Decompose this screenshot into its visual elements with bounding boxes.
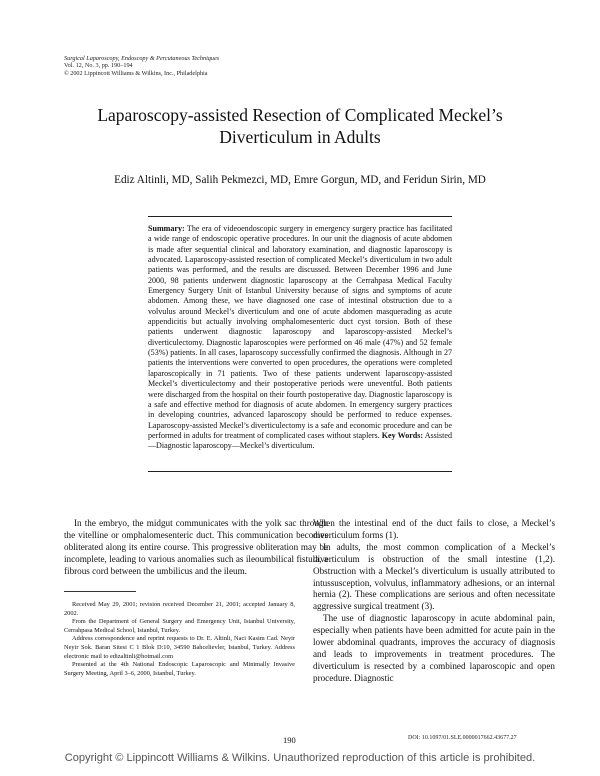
abstract-bottom-rule xyxy=(148,471,452,472)
footnote-rule xyxy=(64,591,136,592)
footnote-affiliation: From the Department of General Surgery and Emergency Unit, Istanbul University, Cerrahpasa Medical School, Istanbul, Turkey. xyxy=(64,618,295,634)
footnote-correspondence: Address correspondence and reprint requests to Dr. E. Altinli, Naci Kasim Cad. Neyir Neyir Sok. Baran Sitesi C 1 Blok D:10, 34590 Bahcelievler, Istanbul, Turkey. Address electronic mail to edizaltinli@hotmail.com xyxy=(64,635,295,660)
abstract-top-rule xyxy=(148,216,452,217)
footnotes xyxy=(64,601,295,678)
footnote-received: Received May 29, 2001; revision received December 21, 2001; accepted January 8, 2002. xyxy=(64,601,295,617)
journal-name: Surgical Laparoscopy, Endoscopy & Percutaneous Techniques xyxy=(64,55,220,62)
footnote-presented: Presented at the 4th National Endoscopic Laparoscopic and Minimally Invasive Surgery Meeting, April 3–6, 2000, Istanbul, Turkey. xyxy=(64,661,295,677)
body-paragraph: The use of diagnostic laparoscopy in acute abdominal pain, especially when patients have been admitted for acute pain in the lower abdominal quadrants, improves the accuracy of diagnosis and leads to improvements in treatment procedures. The diverticulum is resected by a combined laparoscopic and open procedure. Diagnostic xyxy=(313,613,555,683)
article-title-line-1: Laparoscopy-assisted Resection of Complicated Meckel’s xyxy=(97,105,503,125)
journal-volume: Vol. 12, No. 3, pp. 190–194 xyxy=(64,62,133,70)
summary-text: The era of videoendoscopic surgery in emergency surgery practice has facilitated a wide range of endoscopic operative procedures. In our unit the diagnosis of acute abdomen is made after sequential clinical and laboratory examination, and diagnostic laparoscopy is advocated. Laparoscopy-assisted resection of complicated Meckel’s diverticulum in two adult patients was performed, and the results are discussed. Between December 1996 and June 2000, 98 patients underwent diagnostic laparoscopy at the Cerrahpasa Medical Faculty Emergency Surgery Unit of Istanbul University because of signs and symptoms of acute abdomen. Among these, we have diagnosed one case of intestinal obstruction due to a volvulus around Meckel’s diverticulum and one of acute abdomen masquerading as acute appendicitis but actually involving omphalomesenteric duct cyst torsion. Both of these patients underwent diagnostic laparoscopy and laparoscopy-assisted Meckel’s diverticulectomy. Diagnostic laparoscopies were performed on 46 male (47%) and 52 female (53%) patients. In all cases, laparoscopy successfully confirmed the diagnosis. Although in 27 patients the interventions were converted to open procedures, the operations were completed laparoscopically in 71 patients. Two of these patients underwent laparoscopy-assisted Meckel’s diverticulectomy and their postoperative periods were uneventful. Both patients were discharged from the hospital on their fourth postoperative day. Diagnostic laparoscopy is a safe and effective method for diagnosis of acute abdomen. In emergency surgery practices in developing countries, advanced laparoscopy should be performed to reduce expenses. Laparoscopy-assisted Meckel’s diverticulectomy is a safe and economic procedure and can be performed in adults for treatment of complicated cases without staplers. xyxy=(148,224,452,440)
author-list: Ediz Altinli, MD, Salih Pekmezci, MD, Emre Gorgun, MD, and Feridun Sirin, MD xyxy=(114,174,486,186)
abstract xyxy=(148,224,452,452)
body-paragraph: In the embryo, the midgut communicates with the yolk sac through the vitelline or omphalomesenteric duct. This communication becomes obliterated along its entire course. This progressive obliteration may be incomplete, leading to various anomalies such as ileoumbilical fistula, a fibrous cord between the umbilicus and the ileum. xyxy=(64,518,328,576)
body-paragraph: When the intestinal end of the duct fails to close, a Meckel’s diverticulum forms (1). xyxy=(313,518,555,540)
keywords-text: Assisted—Diagnostic laparoscopy—Meckel’s diverticulum. xyxy=(148,430,452,451)
article-title xyxy=(40,104,560,148)
body-column-left xyxy=(64,518,328,578)
doi-link[interactable]: DOI: 10.1097/01.SLE.0000017662.43677.27 xyxy=(408,735,517,741)
keywords-label: Key Words: xyxy=(381,430,424,440)
copyright-notice: Copyright © Lippincott Williams & Wilkins. Unauthorized reproduction of this article is prohibited. xyxy=(64,752,536,764)
journal-copyright: © 2002 Lippincott Williams & Wilkins, Inc., Philadelphia xyxy=(64,69,208,77)
summary-label: Summary: xyxy=(148,224,185,233)
journal-header xyxy=(64,55,219,77)
page-number: 190 xyxy=(283,735,296,745)
body-column-right xyxy=(313,518,555,685)
body-paragraph: In adults, the most common complication of a Meckel’s diverticulum is obstruction of the small intestine (1,2). Obstruction with a Meckel’s diverticulum is usually attributed to intussusception, volvulus, inflammatory adhesions, or an internal hernia (2). These complications are serious and often necessitate aggressive surgical treatment (3). xyxy=(313,541,555,612)
article-title-line-2: Diverticulum in Adults xyxy=(219,127,381,147)
